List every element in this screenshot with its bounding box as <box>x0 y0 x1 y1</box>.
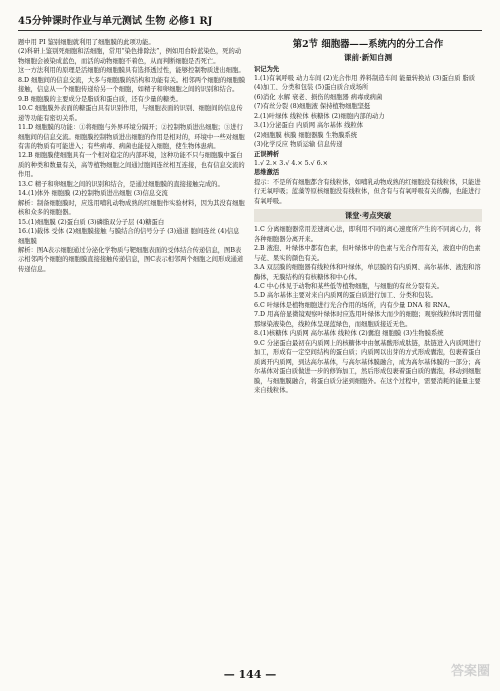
right-paragraph: 8.(1)核糖体 内质网 高尔基体 线粒体 (2)囊泡 细胞膜 (3)生物膜系统 <box>254 330 444 338</box>
right-paragraph: (4)加工、分类和包装 (5)蛋白质合成场所 <box>254 84 369 92</box>
page-number: — 144 — <box>223 668 277 681</box>
left-paragraph: 13.C 精子和卵细胞之间的识别和结合，是通过细胞膜的直接接触完成的。 <box>18 180 224 188</box>
left-paragraph: 8.D 细胞间的信息交流，大多与细胞膜的结构和功能有关。相邻两个细胞的细胞膜接触，信息从一个细胞传递给另一个细胞，如精子和卵细胞之间的识别和结合。 <box>18 76 246 94</box>
subheading: 思维激活 <box>254 169 280 177</box>
right-paragraph: 9.C 分泌蛋白最初在内质网上的核糖体中由氨基酸形成肽链，肽链进入内质网进行加工，形成有一定空间结构的蛋白质；内质网以出芽的方式形成囊泡，包裹着蛋白质离开内质网，到达高尔基体，与高尔基体膜融合，成为高尔基体膜的一部分；高尔基体对蛋白质做进一步的修饰加工，然后形成包裹着蛋白质的囊泡，移动到细胞膜，与细胞膜融合，将蛋白质分泌到细胞外。在这个过程中，需要消耗的能量主要来自线粒体。 <box>254 339 481 394</box>
header-title: 45分钟课时作业与单元测试 生物 必修1 RJ <box>18 16 213 27</box>
subheading: 正误辨析 <box>254 150 280 158</box>
left-paragraph: 12.B 细胞膜使细胞具有一个相对稳定的内部环境，这种功能不只与细胞膜中蛋白质的种类和数量有关，高等植物细胞之间通过胞间连丝相互连接，也有信息交流的作用。 <box>18 152 245 179</box>
right-paragraph: (7)有丝分裂 (8)细胞液 保持植物细胞坚挺 <box>254 103 371 111</box>
right-paragraph: (6)消化 水解 衰老、损伤的细胞器 病毒或病菌 <box>254 93 383 101</box>
right-paragraph: 7.D 用高倍显微镜观察叶绿体时应选用叶绿体大而少的细胞；观察线粒体时需用健那绿染液染色，线粒体呈现蓝绿色，而细胞质接近无色。 <box>254 311 482 328</box>
section-subtitle: 课前·新知自测 <box>343 52 393 62</box>
left-paragraph: 解析：制备细胞膜时，应选用哺乳动物成熟的红细胞作实验材料，因为其没有细胞核和众多的细胞器。 <box>18 199 245 217</box>
right-paragraph: (3)化学反应 物质运输 信息传递 <box>254 141 343 149</box>
section-title: 第2节 细胞器——系统内的分工合作 <box>292 39 444 50</box>
left-column <box>18 38 246 274</box>
left-paragraph: 11.D 细胞膜的功能：①将细胞与外界环境分隔开；②控制物质进出细胞；③进行细胞间的信息交流。细胞膜控制物质进出细胞的作用是相对的，环境中一些对细胞有害的物质有可能进入；有些病毒、病菌也能侵入细胞，使生物体患病。 <box>18 124 245 150</box>
section-heading <box>254 39 482 63</box>
right-paragraph: 2.(1)叶绿体 线粒体 核糖体 (2)细胞内部的动力 <box>254 112 385 120</box>
subheading: 识记为先 <box>254 65 280 73</box>
page-header <box>18 12 482 31</box>
left-paragraph: 14.(1)体外 细胞膜 (2)控制物质进出细胞 (3)信息交流 <box>18 190 168 198</box>
thinking-hint: 提示：不是所有细胞都含有线粒体，如哺乳动物成熟的红细胞没有线粒体，只能进行无氧呼吸；蓝藻等原核细胞没有线粒体，但含有与有氧呼吸有关的酶，也能进行有氧呼吸。 <box>254 178 481 205</box>
left-paragraph: 解析：图A表示细胞通过分泌化学物质与靶细胞表面的受体结合传递信息，图B表示相邻两个细胞的细胞膜直接接触传递信息，图C表示相邻两个细胞之间形成通道传递信息。 <box>18 246 244 273</box>
right-column <box>254 38 482 395</box>
left-paragraph: (2)科研上鉴别死细胞和活细胞，常用“染色排除法”，例如用台盼蓝染色，死的动物细胞会被染成蓝色，而活的动物细胞不着色，从而判断细胞是否死亡。 <box>18 48 242 65</box>
right-paragraph: 2.B 液泡、叶绿体中都有色素，但叶绿体中的色素与光合作用有关，液泡中的色素与花、果实的颜色有关。 <box>254 245 481 262</box>
left-paragraph: 16.(1)载体 受体 (2)细胞膜接触 与膜结合的信号分子 (3)通道 胞间连丝 (4)信息 细胞膜 <box>18 228 240 245</box>
left-paragraph: 10.C 细胞膜外表面的糖蛋白具有识别作用，与细胞表面的识别、细胞间的信息传递等功能有密切关系。 <box>18 105 243 122</box>
left-paragraph: 题中用 PI 鉴别细胞就利用了细胞膜的此项功能。 <box>18 39 155 46</box>
left-paragraph: 这一方法利用的原理是活细胞的细胞膜具有选择透过性，能够控制物质进出细胞。 <box>18 67 245 75</box>
right-paragraph: 6.C 叶绿体是植物细胞进行光合作用的场所，内有少量 DNA 和 RNA。 <box>254 301 454 309</box>
right-paragraph: 3.(1)分泌蛋白 内质网 高尔基体 线粒体 <box>254 122 364 130</box>
right-paragraph: (2)细胞膜 核膜 细胞器膜 生物膜系统 <box>254 131 358 139</box>
right-paragraph: 1.(1)有氧呼吸 动力车间 (2)光合作用 养料制造车间 能量转换站 (3)蛋白质 脂质 <box>254 74 476 82</box>
right-paragraph: 3.A 双层膜的细胞器有线粒体和叶绿体，单层膜的有内质网、高尔基体、液泡和溶酶体，无膜结构的有核糖体和中心体。 <box>254 264 481 281</box>
section-band: 课堂·考点突破 <box>254 209 482 222</box>
left-paragraph: 9.B 细胞膜的主要成分是脂质和蛋白质，还有少量的糖类。 <box>18 95 182 103</box>
right-paragraph: 4.C 中心体见于动物和某些低等植物细胞，与细胞的有丝分裂有关。 <box>254 283 444 291</box>
left-paragraph: 15.(1)细胞膜 (2)蛋白质 (3)磷脂双分子层 (4)糖蛋白 <box>18 218 165 226</box>
watermark-logo: 答案圈 <box>450 664 490 679</box>
right-paragraph: 1.C 分离细胞器常用差速离心法，即利用不同的离心速度所产生的不同离心力，将各种细胞器分离开来。 <box>254 226 481 243</box>
judgment-answers: 1.√ 2.× 3.√ 4.× 5.√ 6.× <box>254 160 328 168</box>
right-paragraph: 5.D 高尔基体主要对来自内质网的蛋白质进行加工、分类和包装。 <box>254 292 438 300</box>
